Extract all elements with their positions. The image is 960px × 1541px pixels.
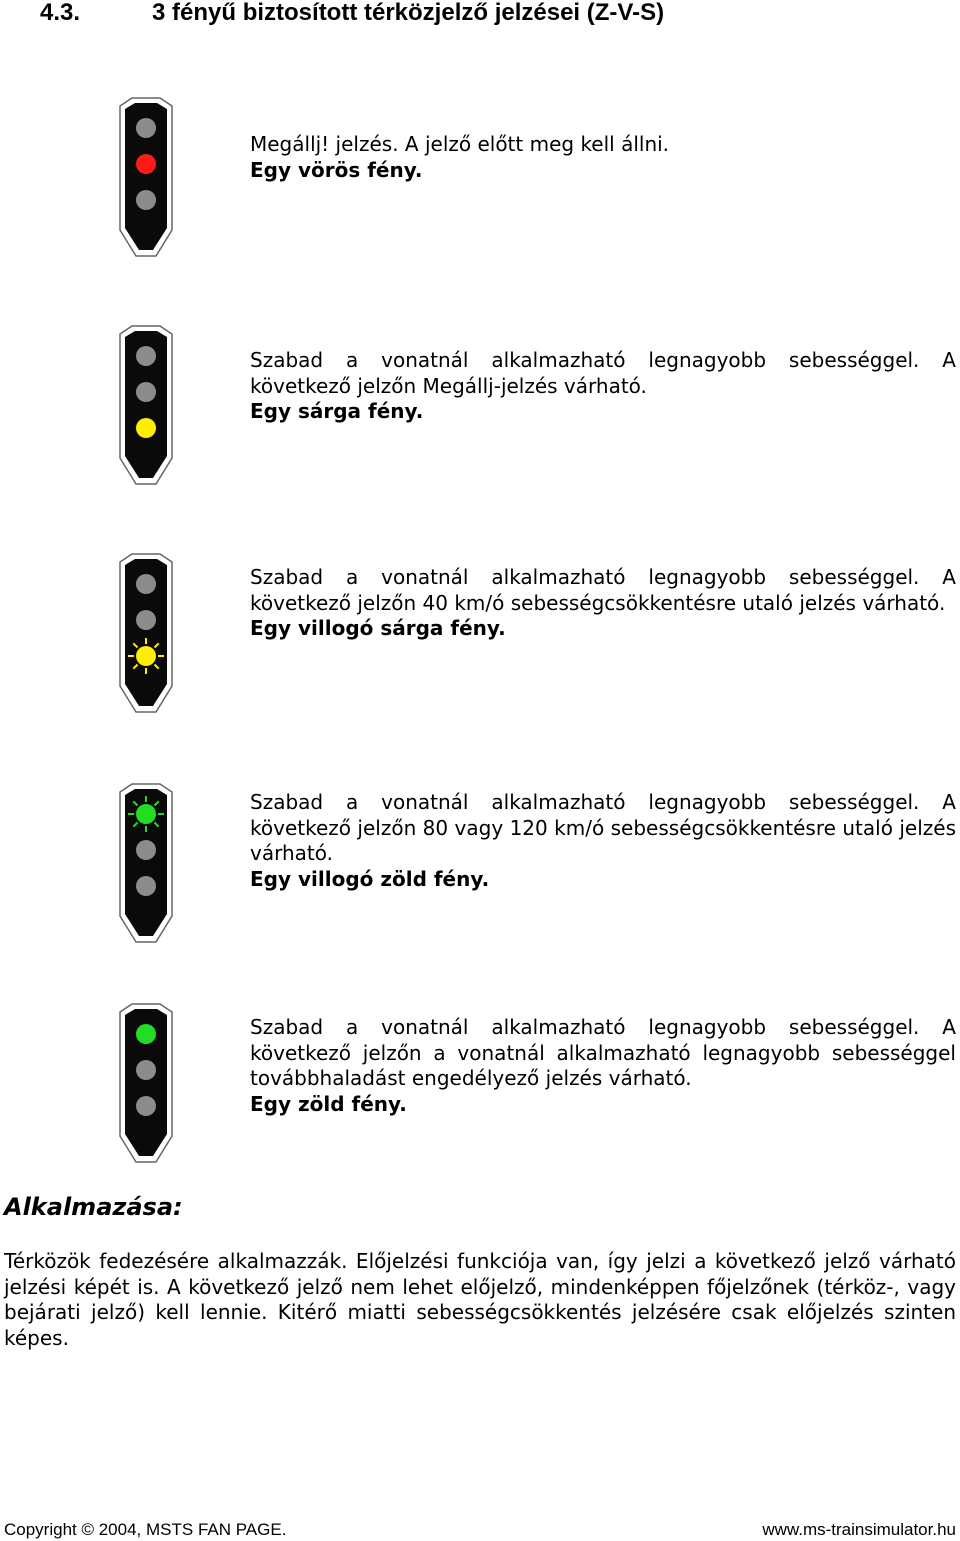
lamp-off — [136, 840, 156, 860]
section-number: 4.3. — [40, 0, 81, 26]
signal-summary: Egy villogó sárga fény. — [250, 616, 506, 640]
lamp-off — [136, 876, 156, 896]
signal-icon — [112, 998, 180, 1168]
footer-copyright: Copyright © 2004, MSTS FAN PAGE. — [4, 1520, 287, 1539]
signal-summary: Egy sárga fény. — [250, 399, 424, 423]
section-heading — [0, 0, 664, 26]
lamp-yellow — [136, 646, 156, 666]
lamp-off — [136, 1096, 156, 1116]
signal-text: Szabad a vonatnál alkalmazható legnagyobb sebességgel. A következő jelzőn a vonatnál alkalmazható legnagyobb sebességgel továbbhaladást engedélyező jelzés várható. — [250, 1015, 956, 1090]
lamp-off — [136, 610, 156, 630]
lamp-off — [136, 190, 156, 210]
section-title: 3 fényű biztosított térközjelző jelzései (Z-V-S) — [152, 0, 665, 26]
lamp-off — [136, 382, 156, 402]
signal-description-2 — [250, 348, 956, 425]
signal-summary: Egy zöld fény. — [250, 1091, 407, 1116]
signal-icon — [112, 320, 180, 490]
signal-text: Szabad a vonatnál alkalmazható legnagyobb sebességgel. A következő jelzőn 40 km/ó sebességcsökkentésre utaló jelzés várható. — [250, 565, 956, 615]
lamp-yellow — [136, 418, 156, 438]
lamp-off — [136, 346, 156, 366]
signal-icon — [112, 92, 180, 262]
signal-image-stop — [112, 92, 180, 282]
signal-description-5 — [250, 1015, 956, 1117]
signal-image-flashing-yellow — [112, 548, 180, 738]
signal-text: Szabad a vonatnál alkalmazható legnagyobb sebességgel. A következő jelzőn 80 vagy 120 km/ó sebességcsökkentésre utaló jelzés várható. — [250, 790, 956, 865]
signal-image-green — [112, 998, 180, 1188]
signal-icon — [112, 778, 180, 948]
signal-summary: Egy villogó zöld fény. — [250, 866, 490, 891]
footer-website: www.ms-trainsimulator.hu — [762, 1520, 956, 1539]
lamp-red — [136, 154, 156, 174]
lamp-off — [136, 118, 156, 138]
application-text: Térközök fedezésére alkalmazzák. Előjelzési funkciója van, így jelzi a következő jelző várható jelzési képét is. A következő jelző nem lehet előjelző, mindenképpen főjelzőnek (térköz-, vagy bejárati jelző) kell lennie. Kitérő miatti sebességcsökkentés jelzésére csak előjelzés szinten képes. — [4, 1249, 956, 1350]
signal-text: Megállj! jelzés. A jelző előtt meg kell állni. — [250, 132, 670, 156]
application-heading: Alkalmazása: — [4, 1193, 183, 1221]
signal-summary: Egy vörös fény. — [250, 157, 423, 182]
signal-image-yellow — [112, 320, 180, 510]
signal-description-3 — [250, 565, 956, 642]
lamp-green — [136, 1024, 156, 1044]
lamp-green — [136, 804, 156, 824]
signal-text: Szabad a vonatnál alkalmazható legnagyobb sebességgel. A következő jelzőn Megállj-jelzés várható. — [250, 348, 956, 398]
lamp-off — [136, 1060, 156, 1080]
signal-description-4 — [250, 790, 956, 892]
signal-image-flashing-green — [112, 778, 180, 968]
signal-description-1 — [250, 132, 956, 183]
lamp-off — [136, 574, 156, 594]
signal-icon — [112, 548, 180, 718]
